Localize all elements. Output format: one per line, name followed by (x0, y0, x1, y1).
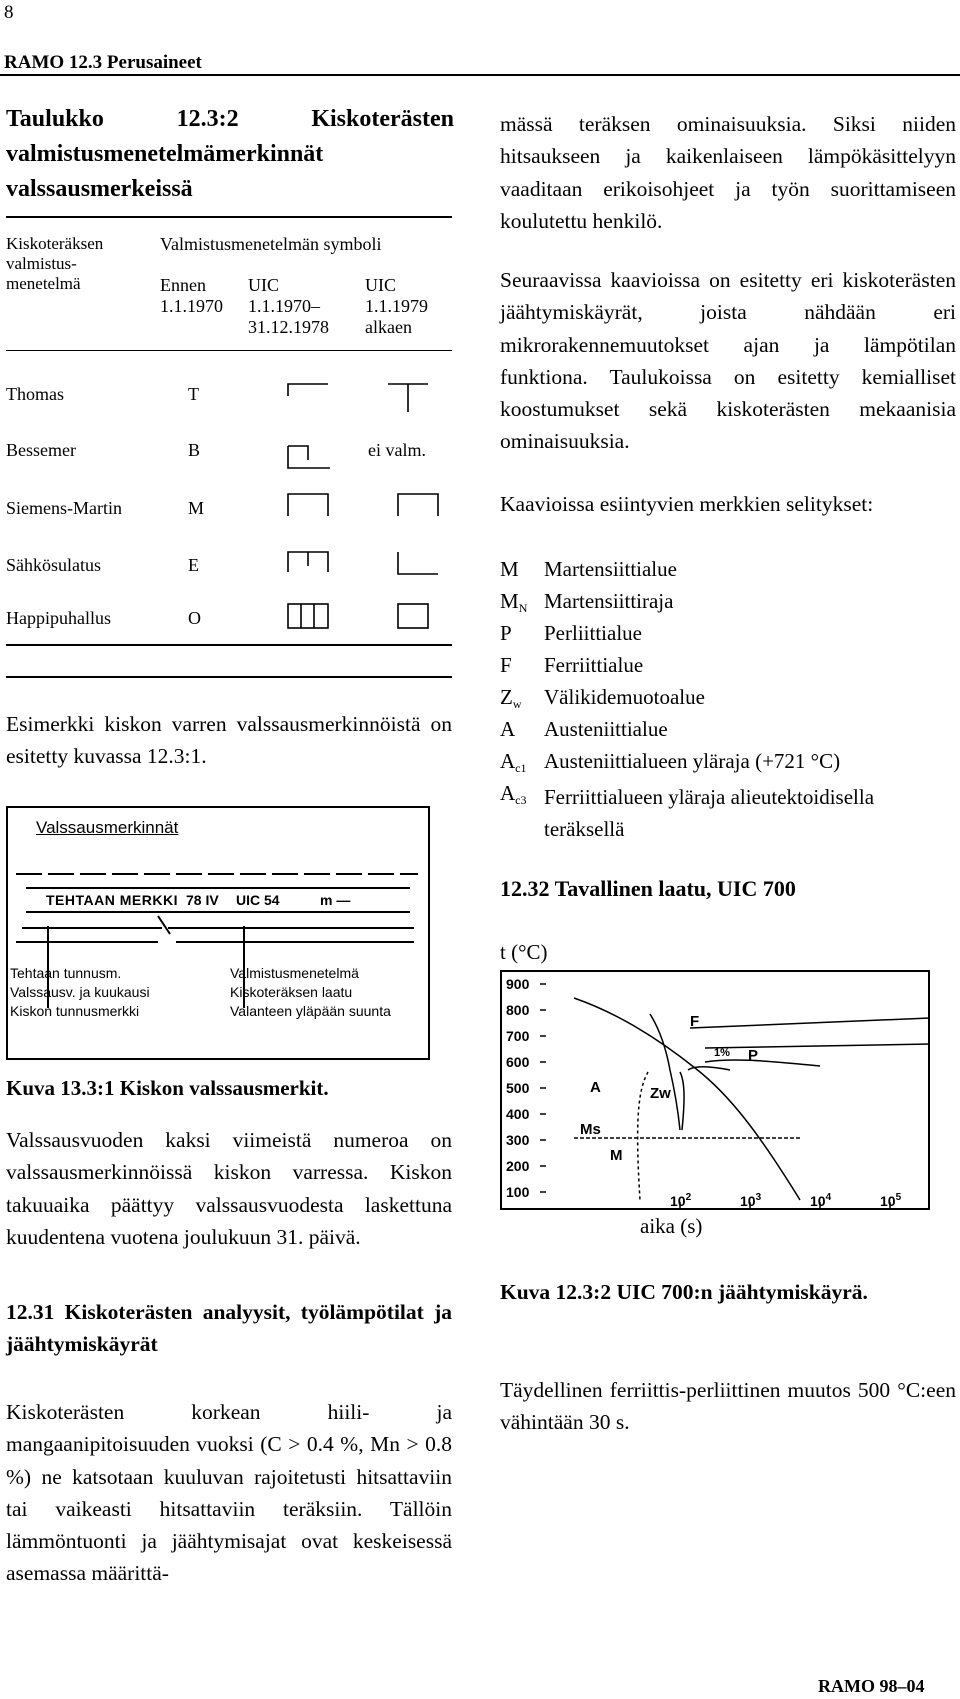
row-letter: E (188, 555, 199, 575)
region-Zw: Zw (650, 1085, 671, 1102)
region-P: P (748, 1047, 759, 1064)
x-tick-label: $10^5$ (880, 1192, 902, 1209)
figure2-caption: Kuva 12.3:2 UIC 700:n jäähtymiskäyrä. (500, 1280, 868, 1304)
electric-1979-symbol (398, 552, 438, 574)
row-method: Siemens-Martin (6, 498, 122, 518)
col-uic-1979: UIC 1.1.1979 alkaen (365, 275, 428, 337)
mark-profile: UIC 54 (236, 892, 280, 908)
section-heading: 12.31 Kiskoterästen analyysit, työlämpötilat ja jäähtymiskäyrät (6, 1300, 452, 1357)
paragraph-cont: mässä teräksen ominaisuuksia. Siksi niiden hitsaukseen ja kaikenlaiseen lämpökäsittelyyn vaaditaan erikoisohjeet ja työn suorittamiseen koulutettu henkilö. (500, 112, 956, 233)
page-number: 8 (4, 2, 14, 23)
row-method: Bessemer (6, 440, 76, 460)
cooling-curve (574, 998, 800, 1200)
running-title: RAMO 12.3 Perusaineet (4, 52, 202, 73)
cooling-chart (500, 970, 930, 1210)
pearlite-finish (680, 1072, 684, 1130)
table-caption: Taulukko 12.3:2 Kiskoterästen valmistusmenetelmämerkinnät valssausmerkeissä (6, 106, 454, 202)
region-1pct: 1% (714, 1047, 730, 1059)
label-rail-mark: Kiskon tunnusmerkki (10, 1003, 140, 1019)
y-tick-label: 600 (506, 1054, 530, 1070)
symbol-glyphs (0, 0, 460, 660)
row-letter: M (188, 498, 205, 518)
label-grade: Kiskoteräksen laatu (230, 984, 353, 1000)
row-letter: B (188, 440, 201, 460)
thomas-1970-symbol (288, 384, 328, 396)
bessemer-1970-symbol (288, 446, 330, 468)
siemens-1979-symbol (398, 494, 438, 516)
y-tick-label: 200 (506, 1158, 530, 1174)
x-tick-label: $10^4$ (810, 1192, 832, 1209)
ferrite-nose (705, 1060, 820, 1066)
cooling-curve (650, 1014, 680, 1130)
figure-rail-marks (6, 806, 430, 1060)
y-tick-label: 900 (506, 976, 530, 992)
y-tick-label: 700 (506, 1028, 530, 1044)
row-method: Sähkösulatus (6, 555, 102, 575)
oxygen-1970-symbol (288, 604, 328, 628)
label-method: Valmistusmenetelmä (230, 965, 359, 981)
label-year-month: Valssausv. ja kuukausi (10, 984, 150, 1000)
x-tick-label: $10^2$ (670, 1192, 692, 1209)
mark-factory: TEHTAAN MERKKI (46, 892, 178, 908)
figure1-title: Valssausmerkinnät (36, 818, 179, 837)
legend-item: $A_{c3}$ Ferriittialueen yläraja alieutektoidisella teräksellä (500, 781, 875, 841)
chart-frame (501, 971, 929, 1209)
table-bottom-rule (6, 644, 452, 646)
x-axis-unit: aika (s) (640, 1214, 703, 1238)
label-factory-mark: Tehtaan tunnusm. (10, 965, 122, 981)
col-before-1970: Ennen 1.1.1970 (160, 275, 223, 316)
paragraph-diagrams: Seuraavissa kaavioissa on esitetty eri kiskoterästen jäähtymiskäyrät, joista nähdään eri mikrorakennemuutokset ajan ja lämpötilan funktiona. Taulukoissa on esitetty kemialliset koostumukset sekä kiskoterästen mekaanisia ominaisuuksia. (500, 268, 956, 454)
figure1-left-labels (10, 964, 150, 1021)
ac1-line (705, 1044, 930, 1048)
bainite-start (638, 1072, 648, 1200)
label-direction: Valanteen yläpään suunta (230, 1003, 391, 1019)
region-Ms: Ms (580, 1121, 601, 1138)
y-tick-label: 400 (506, 1106, 530, 1122)
thomas-1979-symbol (388, 384, 428, 412)
footer-code: RAMO 98–04 (818, 1676, 925, 1696)
col-uic-1970: UIC 1.1.1970– 31.12.1978 (248, 275, 329, 337)
ac3-line (690, 1018, 930, 1028)
region-A: A (590, 1079, 601, 1096)
row-letter: O (188, 608, 201, 628)
y-tick-label: 300 (506, 1132, 530, 1148)
oxygen-1979-symbol (398, 604, 428, 628)
figure1-caption: Kuva 13.3:1 Kiskon valssausmerkit. (6, 1076, 329, 1100)
region-M: M (610, 1147, 623, 1164)
legend-intro: Kaavioissa esiintyvien merkkien selitykset: (500, 492, 874, 516)
y-tick-label: 800 (506, 1002, 530, 1018)
section-rule (6, 676, 452, 678)
symbol-group-header: Valmistusmenetelmän symboli (160, 234, 382, 254)
siemens-1970-symbol (288, 494, 328, 516)
col-method-header: Kiskoteräksen valmistus-menetelmä (6, 234, 104, 293)
mark-year: 78 IV (186, 892, 219, 908)
row-method: Thomas (6, 384, 64, 404)
subsection-heading: 12.32 Tavallinen laatu, UIC 700 (500, 876, 796, 901)
figure1-right-labels (230, 964, 391, 1021)
mark-method: m — (320, 892, 351, 908)
final-paragraph: Täydellinen ferriittis-perliittinen muutos 500 °C:een vähintään 30 s. (500, 1378, 956, 1435)
electric-1970-symbol (288, 552, 328, 572)
y-tick-label: 500 (506, 1080, 530, 1096)
row-letter: T (188, 384, 199, 404)
example-text: Esimerkki kiskon varren valssausmerkinnöistä on esitetty kuvassa 12.3:1. (6, 712, 452, 769)
region-F: F (690, 1013, 700, 1030)
paragraph-analysis: Kiskoterästen korkean hiili- ja mangaanipitoisuuden vuoksi (C > 0.4 %, Mn > 0.8 %) ne katsotaan kuuluvan rajoitetusti hitsattaviin tai vaikeasti hitsattaviin teräksiin. Tällöin lämmöntuonti ja jäähtymisajat ovat keskeisessä asemassa määrittä- (6, 1400, 452, 1586)
y-tick-label: 100 (506, 1184, 530, 1200)
x-tick-label: $10^3$ (740, 1192, 762, 1209)
row-method: Happipuhallus (6, 608, 111, 628)
row-note: ei valm. (368, 440, 426, 460)
y-axis-unit: t (°C) (500, 940, 548, 964)
paragraph-warranty: Valssausvuoden kaksi viimeistä numeroa on valssausmerkinnöissä kiskon varressa. Kiskon takuuaika päättyy valssausvuodesta laskettuna kuudentena vuotena joulukuun 31. päivä. (6, 1128, 452, 1249)
